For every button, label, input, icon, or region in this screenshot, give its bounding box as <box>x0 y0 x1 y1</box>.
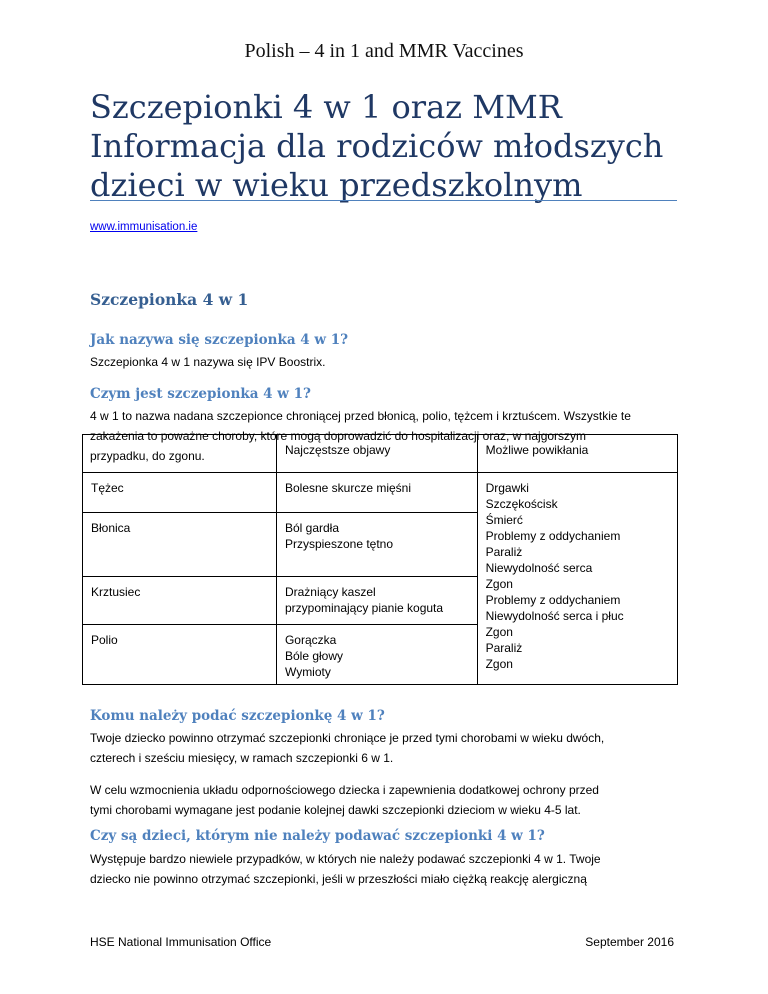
complication-item: Śmierć <box>485 513 523 527</box>
answer-what-line-3: przypadku, do zgonu. <box>90 449 205 463</box>
disease-cell: Tężec <box>83 473 277 513</box>
answer-who-2-line-1: W celu wzmocnienia układu odpornościowego dziecka i zapewnienia dodatkowej ochrony przed <box>90 783 599 797</box>
complication-item: Niewydolność serca i płuc <box>485 609 624 623</box>
footer-organisation: HSE National Immunisation Office <box>90 935 272 949</box>
disease-cell: Krztusiec <box>83 577 277 625</box>
symptoms-cell <box>276 577 477 625</box>
answer-name: Szczepionka 4 w 1 nazywa się IPV Boostrix. <box>90 355 326 369</box>
document-title <box>90 88 680 205</box>
title-line-3: dzieci w wieku przedszkolnym <box>90 166 583 204</box>
table-row <box>83 473 678 513</box>
complication-item: Paraliż <box>485 545 523 559</box>
complication-item: Zgon <box>485 657 513 671</box>
symptoms-cell <box>276 473 477 513</box>
symptom-item: przypominający pianie koguta <box>284 601 444 615</box>
answer-who-2 <box>90 780 680 820</box>
symptom-item: Przyspieszone tętno <box>284 537 394 551</box>
question-heading-what: Czym jest szczepionka 4 w 1? <box>90 386 311 402</box>
answer-contra-line-1: Występuje bardzo niewiele przypadków, w których nie należy podawać szczepionki 4 w 1. Twoje <box>90 852 601 866</box>
answer-contraindications <box>90 849 680 889</box>
disease-cell: Polio <box>83 625 277 685</box>
title-line-2: Informacja dla rodziców młodszych <box>90 127 664 165</box>
disease-cell: Błonica <box>83 513 277 577</box>
complication-item: Problemy z oddychaniem <box>485 593 621 607</box>
symptoms-cell <box>276 513 477 577</box>
running-header: Polish – 4 in 1 and MMR Vaccines <box>244 40 524 62</box>
complication-item: Zgon <box>485 625 513 639</box>
symptom-item: Gorączka <box>284 633 337 647</box>
answer-who-1 <box>90 728 680 768</box>
complication-item: Problemy z oddychaniem <box>485 529 621 543</box>
complication-item: Niewydolność serca <box>485 561 593 575</box>
answer-contra-line-2: dziecko nie powinno otrzymać szczepionki, jeśli w przeszłości miało ciężką reakcję alergiczną <box>90 872 587 886</box>
table-header-cell: Najczęstsze objawy <box>276 435 477 473</box>
symptoms-cell <box>276 625 477 685</box>
symptom-item: Bolesne skurcze mięśni <box>284 481 412 495</box>
symptom-item: Ból gardła <box>284 521 340 535</box>
symptom-item: Bóle głowy <box>284 649 343 663</box>
answer-who-1-line-1: Twoje dziecko powinno otrzymać szczepionki chroniące je przed tymi chorobami w wieku dwóch, <box>90 731 605 745</box>
title-divider <box>90 200 677 201</box>
complications-cell <box>477 473 677 685</box>
immunisation-website-link[interactable]: www.immunisation.ie <box>90 221 198 233</box>
answer-what-line-2: zakażenia to poważne choroby, które mogą doprowadzić do hospitalizacji oraz, w najgorszym <box>90 429 587 443</box>
symptom-item: Drażniący kaszel <box>284 585 376 599</box>
question-heading-who: Komu należy podać szczepionkę 4 w 1? <box>90 708 385 724</box>
question-heading-name: Jak nazywa się szczepionka 4 w 1? <box>90 332 348 348</box>
answer-who-1-line-2: czterech i sześciu miesięcy, w ramach szczepionki 6 w 1. <box>90 751 394 765</box>
complication-item: Zgon <box>485 577 513 591</box>
table-header-cell <box>83 435 277 473</box>
section-heading-4in1: Szczepionka 4 w 1 <box>90 290 249 309</box>
table-header-cell: Możliwe powikłania <box>477 435 677 473</box>
answer-what-line-1: 4 w 1 to nazwa nadana szczepionce chroniącej przed błonicą, polio, tężcem i krztuścem. Wszystkie te <box>90 409 631 423</box>
table-header-row <box>83 435 678 473</box>
question-heading-contraindications: Czy są dzieci, którym nie należy podawać szczepionki 4 w 1? <box>90 828 545 844</box>
answer-who-2-line-2: tymi chorobami wymagane jest podanie kolejnej dawki szczepionki dzieciom w wieku 4-5 lat. <box>90 803 581 817</box>
title-line-1: Szczepionki 4 w 1 oraz MMR <box>90 88 562 126</box>
complication-item: Szczękościsk <box>485 497 558 511</box>
disease-table <box>82 434 678 685</box>
symptom-item: Wymioty <box>284 665 331 679</box>
footer-date: September 2016 <box>585 935 674 949</box>
complication-item: Drgawki <box>485 481 529 495</box>
complication-item: Paraliż <box>485 641 523 655</box>
